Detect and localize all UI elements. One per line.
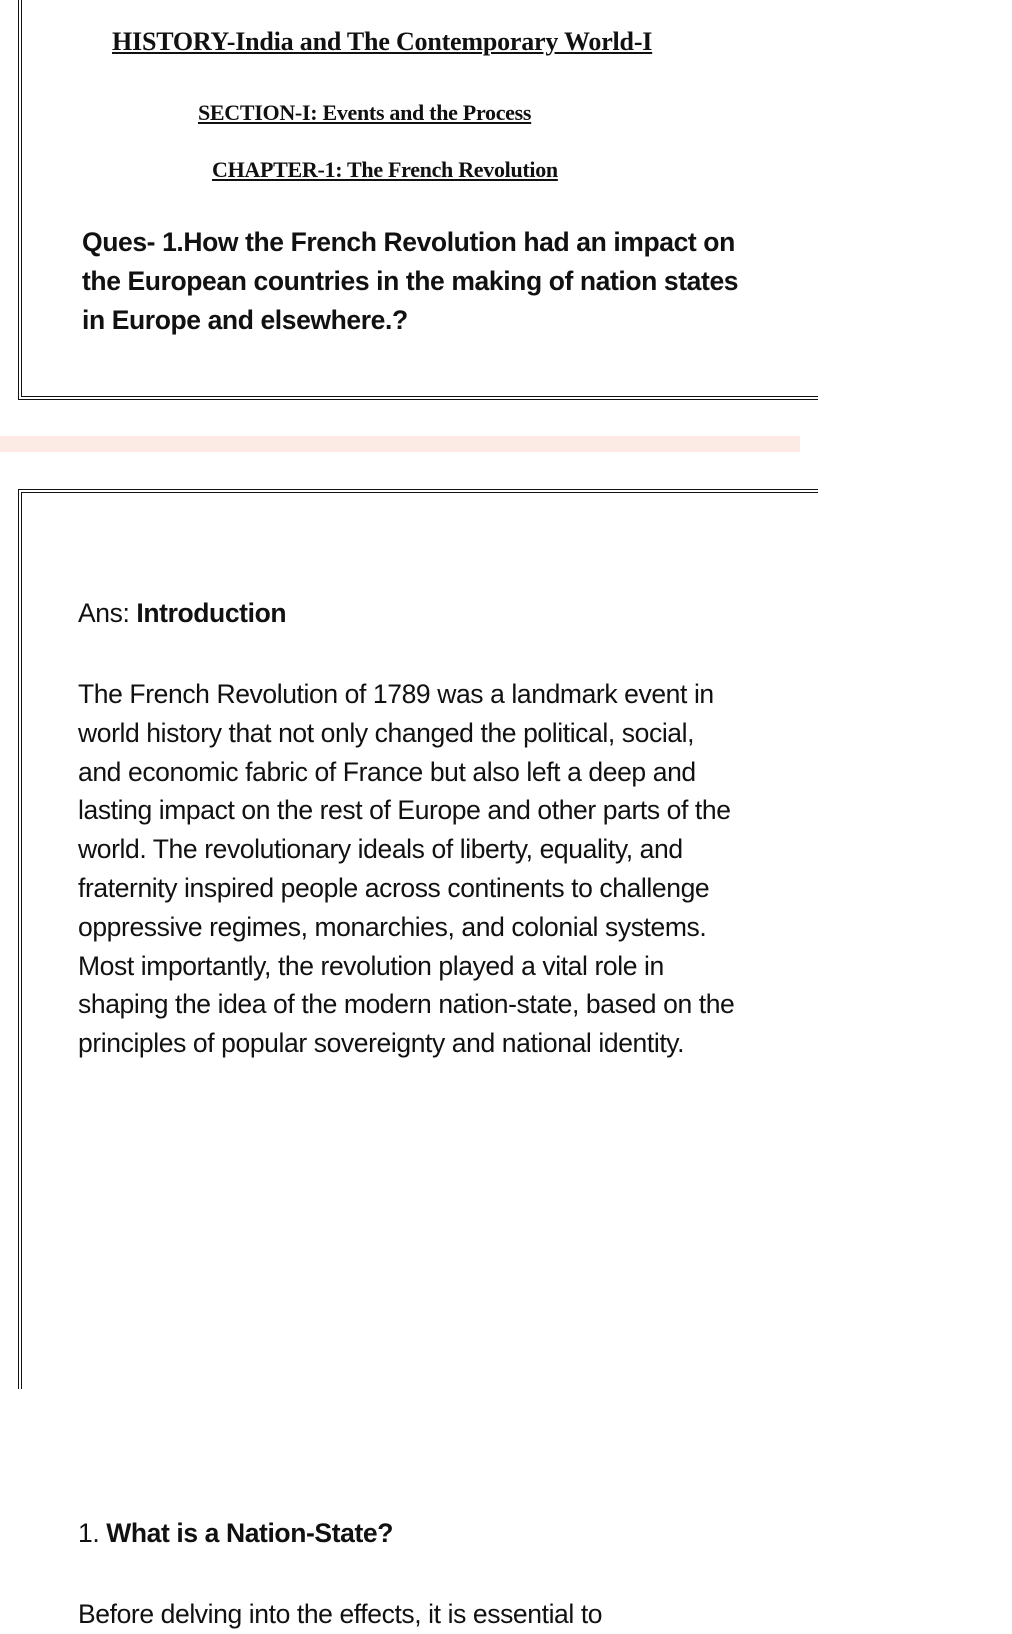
page-separator — [0, 436, 800, 452]
chapter-title: CHAPTER-1: The French Revolution — [212, 157, 558, 182]
section-title: SECTION-I: Events and the Process — [198, 100, 532, 125]
document-page-1 — [18, 0, 818, 400]
answer-prefix: Ans: — [78, 598, 137, 628]
answer-heading: Introduction — [136, 598, 287, 628]
intro-paragraph: The French Revolution of 1789 was a landmark event in world history that not only changed the political, social, and economic fabric of France but also left a deep and lasting impact on the rest of Europe and other parts of the world. The revolutionary ideals of liberty, equality, and fraternity inspired people across continents to challenge oppressive regimes, monarchies, and colonial systems. Most importantly, the revolution played a vital role in shaping the idea of the modern nation-state, based on the principles of popular sovereignty and national identity. — [78, 679, 735, 1059]
section-heading: What is a Nation-State? — [106, 1518, 394, 1548]
page-1-content — [26, 0, 818, 392]
section-number: 1. — [78, 1518, 107, 1548]
document-title: HISTORY-India and The Contemporary World-I — [112, 27, 653, 56]
question-text: Ques- 1.How the French Revolution had an impact on the European countries in the making of nation states in Europe and elsewhere.? — [82, 227, 739, 335]
section-heading-line — [78, 1518, 393, 1549]
document-page-2 — [18, 489, 818, 1629]
answer-heading-line — [78, 598, 286, 629]
section-paragraph: Before delving into the effects, it is essential to — [78, 1599, 603, 1629]
